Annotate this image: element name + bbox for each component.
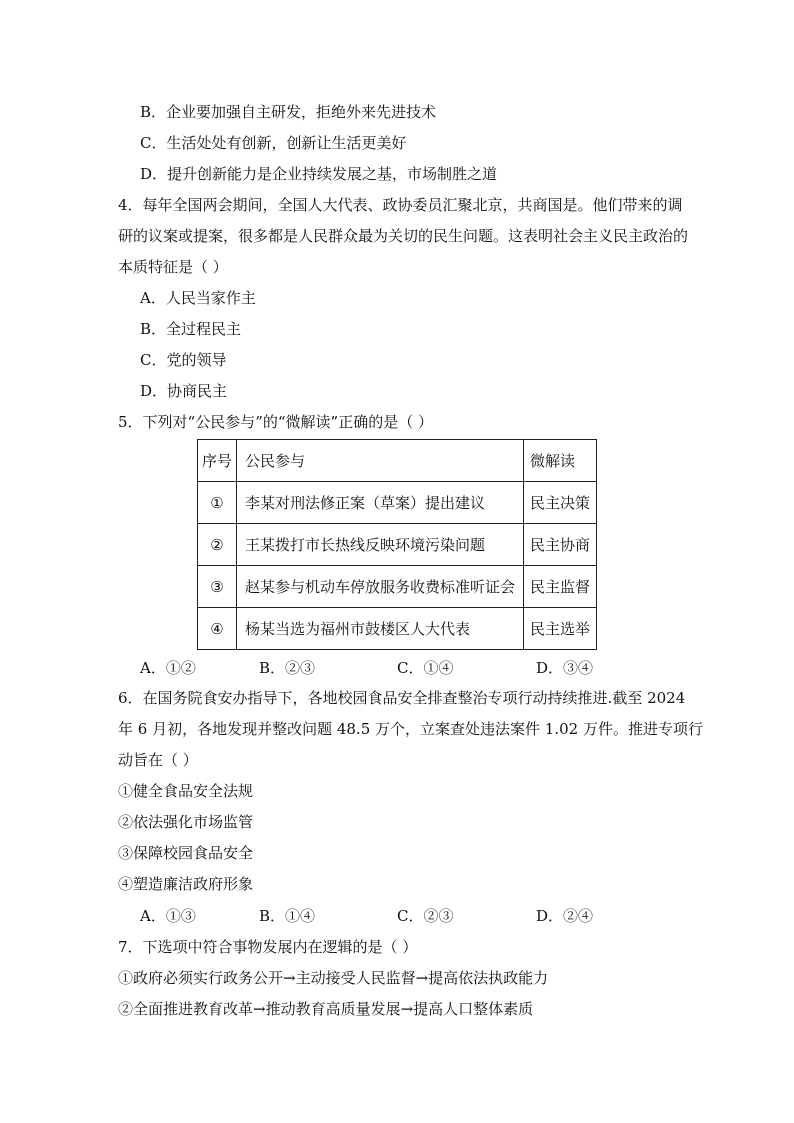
q4-stem-line-2: 研的议案或提案，很多都是人民群众最为关切的民生问题。这表明社会主义民主政治的 — [118, 227, 689, 245]
q7-item-1: ①政府必须实行政务公开→主动接受人民监督→提高依法执政能力 — [118, 969, 549, 987]
header-index: 序号 — [198, 440, 237, 482]
row-index: ② — [198, 524, 237, 566]
row-participation: 李某对刑法修正案（草案）提出建议 — [237, 482, 524, 524]
table-row — [198, 482, 597, 524]
q5-table — [197, 439, 597, 650]
q5-choice-b: B．②③ — [259, 659, 316, 677]
table-header-row — [198, 440, 597, 482]
row-participation: 王某拨打市长热线反映环境污染问题 — [237, 524, 524, 566]
row-participation: 杨某当选为福州市鼓楼区人大代表 — [237, 608, 524, 650]
q5-stem: 5．下列对“公民参与”的“微解读”正确的是（ ） — [118, 413, 433, 431]
row-index: ① — [198, 482, 237, 524]
q6-stem-line-1: 6．在国务院食安办指导下，各地校园食品安全排查整治专项行动持续推进.截至 2024 — [118, 689, 686, 707]
q5-choice-d: D．③④ — [536, 659, 594, 677]
q6-stem-line-2: 年 6 月初，各地发现并整改问题 48.5 万个，立案查处违法案件 1.02 万件。推进专项行 — [118, 720, 703, 738]
q6-choice-d: D．②④ — [536, 907, 594, 925]
q6-item-2: ②依法强化市场监管 — [118, 813, 254, 831]
row-index: ④ — [198, 608, 237, 650]
q4-stem-line-3: 本质特征是（ ） — [118, 258, 228, 276]
q5-choice-a: A．①② — [140, 659, 196, 677]
header-participation: 公民参与 — [237, 440, 524, 482]
q6-choice-b: B．①④ — [259, 907, 316, 925]
q3-option-d: D．提升创新能力是企业持续发展之基，市场制胜之道 — [140, 165, 498, 183]
q6-item-4: ④塑造廉洁政府形象 — [118, 875, 254, 893]
q6-stem-line-3: 动旨在（ ） — [118, 751, 198, 769]
q7-item-2: ②全面推进教育改革→推动教育高质量发展→提高人口整体素质 — [118, 1000, 534, 1018]
q6-choice-a: A．①③ — [140, 907, 196, 925]
q6-item-1: ①健全食品安全法规 — [118, 782, 254, 800]
q3-option-b: B．企业要加强自主研发，拒绝外来先进技术 — [140, 103, 437, 121]
header-interpretation: 微解读 — [524, 440, 597, 482]
q5-choice-c: C．①④ — [397, 659, 454, 677]
q7-stem: 7．下选项中符合事物发展内在逻辑的是（ ） — [118, 938, 418, 956]
table-row — [198, 524, 597, 566]
q4-option-b: B．全过程民主 — [140, 320, 242, 338]
row-participation: 赵某参与机动车停放服务收费标准听证会 — [237, 566, 524, 608]
row-interpretation: 民主选举 — [524, 608, 597, 650]
q6-choice-c: C．②③ — [397, 907, 454, 925]
row-interpretation: 民主协商 — [524, 524, 597, 566]
q6-item-3: ③保障校园食品安全 — [118, 844, 254, 862]
row-index: ③ — [198, 566, 237, 608]
q4-option-d: D．协商民主 — [140, 382, 228, 400]
q4-option-c: C．党的领导 — [140, 351, 227, 369]
row-interpretation: 民主监督 — [524, 566, 597, 608]
q3-option-c: C．生活处处有创新，创新让生活更美好 — [140, 134, 407, 152]
q4-option-a: A．人民当家作主 — [140, 289, 256, 307]
row-interpretation: 民主决策 — [524, 482, 597, 524]
q4-stem-line-1: 4．每年全国两会期间，全国人大代表、政协委员汇聚北京，共商国是。他们带来的调 — [118, 196, 683, 214]
table-row — [198, 608, 597, 650]
table-row — [198, 566, 597, 608]
